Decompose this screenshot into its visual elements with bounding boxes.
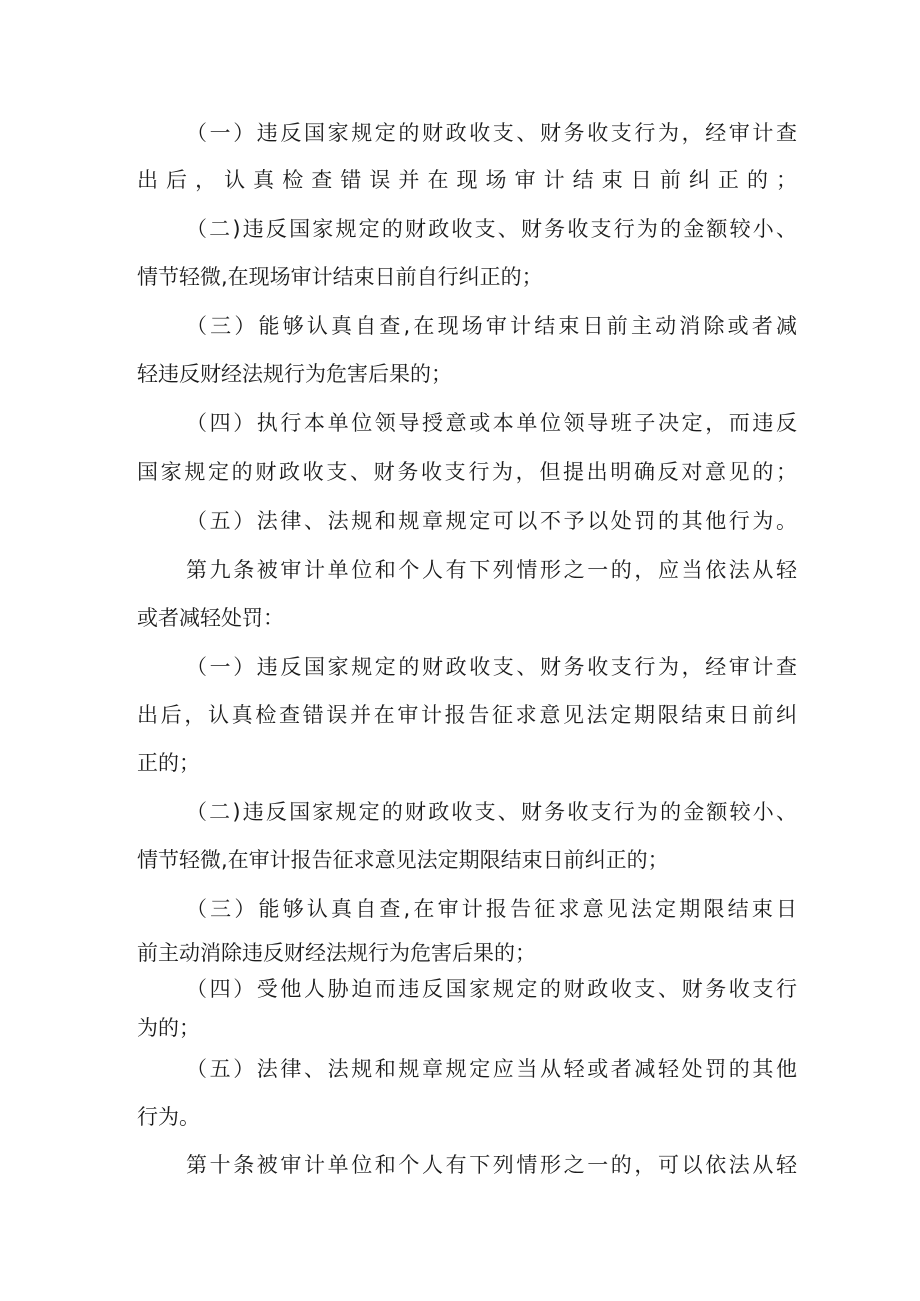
paragraph-line: 前主动消除违反财经法规行为危害后果的； (137, 941, 536, 965)
paragraph-line: （三）能够认真自查,在现场审计结束日前主动消除或者减 (186, 314, 797, 338)
paragraph-line: 正的； (137, 751, 200, 775)
paragraph-line: 或者减轻处罚： (137, 606, 284, 630)
paragraph-line: （二)违反国家规定的财政收支、财务收支行为的金额较小、 (186, 217, 797, 241)
paragraph-line: 轻违反财经法规行为危害后果的； (137, 362, 452, 386)
paragraph-line: 第十条被审计单位和个人有下列情形之一的，可以依法从轻 (186, 1153, 797, 1177)
paragraph-line: 出后，认真检查错误并在审计报告征求意见法定期限结束日前纠 (137, 703, 797, 727)
paragraph-line: （一）违反国家规定的财政收支、财务收支行为，经审计查 (186, 121, 797, 145)
paragraph-line: （三）能够认真自查,在审计报告征求意见法定期限结束日 (186, 897, 797, 921)
paragraph-line: 为的； (137, 1016, 200, 1040)
paragraph-line: （四）受他人胁迫而违反国家规定的财政收支、财务收支行 (186, 977, 797, 1001)
paragraph-line: 出后，认真检查错误并在现场审计结束日前纠正的； (137, 168, 797, 192)
paragraph-line: 情节轻微,在审计报告征求意见法定期限结束日前纠正的； (137, 848, 669, 872)
paragraph-line: （五）法律、法规和规章规定应当从轻或者减轻处罚的其他 (186, 1057, 797, 1081)
paragraph-line: 行为。 (137, 1105, 200, 1129)
paragraph-line: 第九条被审计单位和个人有下列情形之一的，应当依法从轻 (186, 558, 797, 582)
paragraph-line: （一）违反国家规定的财政收支、财务收支行为，经审计查 (186, 655, 797, 679)
paragraph-line: 情节轻微,在现场审计结束日前自行纠正的； (137, 265, 543, 289)
paragraph-line: 国家规定的财政收支、财务收支行为，但提出明确反对意见的； (137, 460, 797, 484)
paragraph-line: （二)违反国家规定的财政收支、财务收支行为的金额较小、 (186, 800, 797, 824)
paragraph-line: （五）法律、法规和规章规定可以不予以处罚的其他行为。 (186, 509, 797, 533)
paragraph-line: （四）执行本单位领导授意或本单位领导班子决定，而违反 (186, 411, 797, 435)
